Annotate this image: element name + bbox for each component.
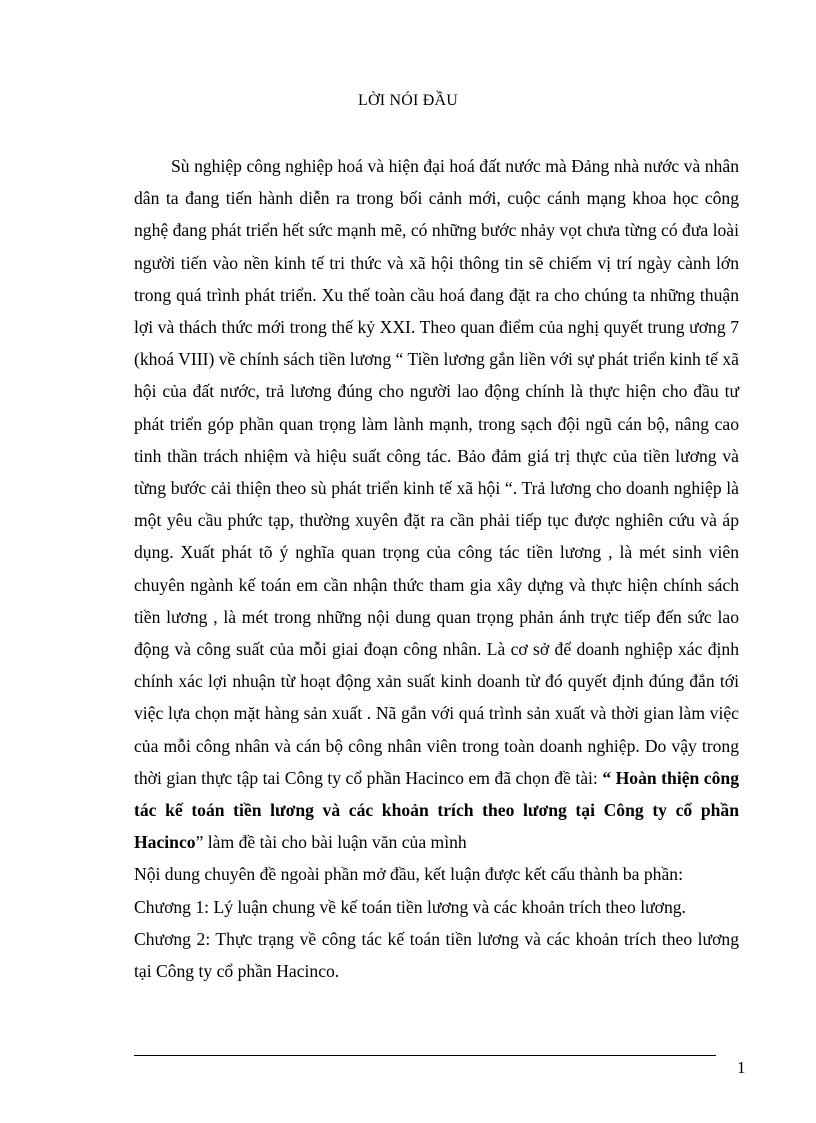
- chapter-1: Chương 1: Lý luận chung về kế toán tiền lương và các khoản trích theo lương.: [134, 896, 686, 917]
- footer-rule: [134, 1055, 716, 1056]
- document-body: [134, 150, 739, 987]
- chapter-2: Chương 2: Thực trạng về công tác kế toán tiền lương và các khoản trích theo lương tại Công ty cổ phần Hacinco.: [134, 928, 739, 982]
- intro-text-end: ” làm đề tài cho bài luận văn của mình: [195, 832, 467, 853]
- page-title: LỜI NÓI ĐẦU: [358, 92, 458, 109]
- intro-text: Sù nghiệp công nghiệp hoá và hiện đại hoá đất nước mà Đảng nhà nước và nhân dân ta đang tiến hành diễn ra trong bối cảnh mới, cuộc cánh mạng khoa học công nghệ đang phát triển hết sức mạnh mẽ, có những bước nhảy vọt chưa từng có đưa loài người tiến vào nền kinh tế tri thức và xã hội thông tin sẽ chiếm vị trí ngày cành lớn trong quá trình phát triển. Xu thế toàn cầu hoá đang đặt ra cho chúng ta những thuận lợi và thách thức mới trong thế kỷ XXI. Theo quan điểm của nghị quyết trung ương 7 (khoá VIII) về chính sách tiền lương “ Tiền lương gắn liền với sự phát triển kinh tế xã hội của đất nước, trả lương đúng cho người lao động chính là thực hiện cho đầu tư phát triển góp phần quan trọng làm lành mạnh, trong sạch đội ngũ cán bộ, nâng cao tinh thần trách nhiệm và hiệu suất công tác. Bảo đảm giá trị thực của tiền lương và từng bước cải thiện theo sù phát triển kinh tế xã hội “. Trả lương cho doanh nghiệp là một yêu cầu phức tạp, thường xuyên đặt ra cần phải tiếp tục được nghiên cứu và áp dụng. Xuất phát tõ ý nghĩa quan trọng của công tác tiền lương , là mét sinh viên chuyên ngành kế toán em cần nhận thức tham gia xây dựng và thực hiện chính sách tiền lương , là mét trong những nội dung quan trọng phản ánh trực tiếp đến sức lao động và công suất của mỗi giai đoạn công nhân. Là cơ sở để doanh nghiệp xác định chính xác lợi nhuận từ hoạt động xản suất kinh doanh từ đó quyết định đúng đắn tới việc lựa chọn mặt hàng sản xuất . Nã gắn với quá trình sản xuất và thời gian làm việc của mỗi công nhân và cán bộ công nhân viên trong toàn doanh nghiệp. Do vậy trong thời gian thực tập tai Công ty cổ phần Hacinco em đã chọn đề tài:: [134, 156, 739, 788]
- page-number: 1: [737, 1058, 746, 1077]
- structure-intro: Nội dung chuyên đề ngoài phần mở đầu, kết luận được kết cấu thành ba phần:: [134, 864, 683, 885]
- topic-title: “ Hoàn thiện công tác kế toán tiền lương và các khoản trích theo lương tại Công ty cổ phần Hacinco: [134, 767, 739, 853]
- intro-paragraph: [134, 150, 739, 858]
